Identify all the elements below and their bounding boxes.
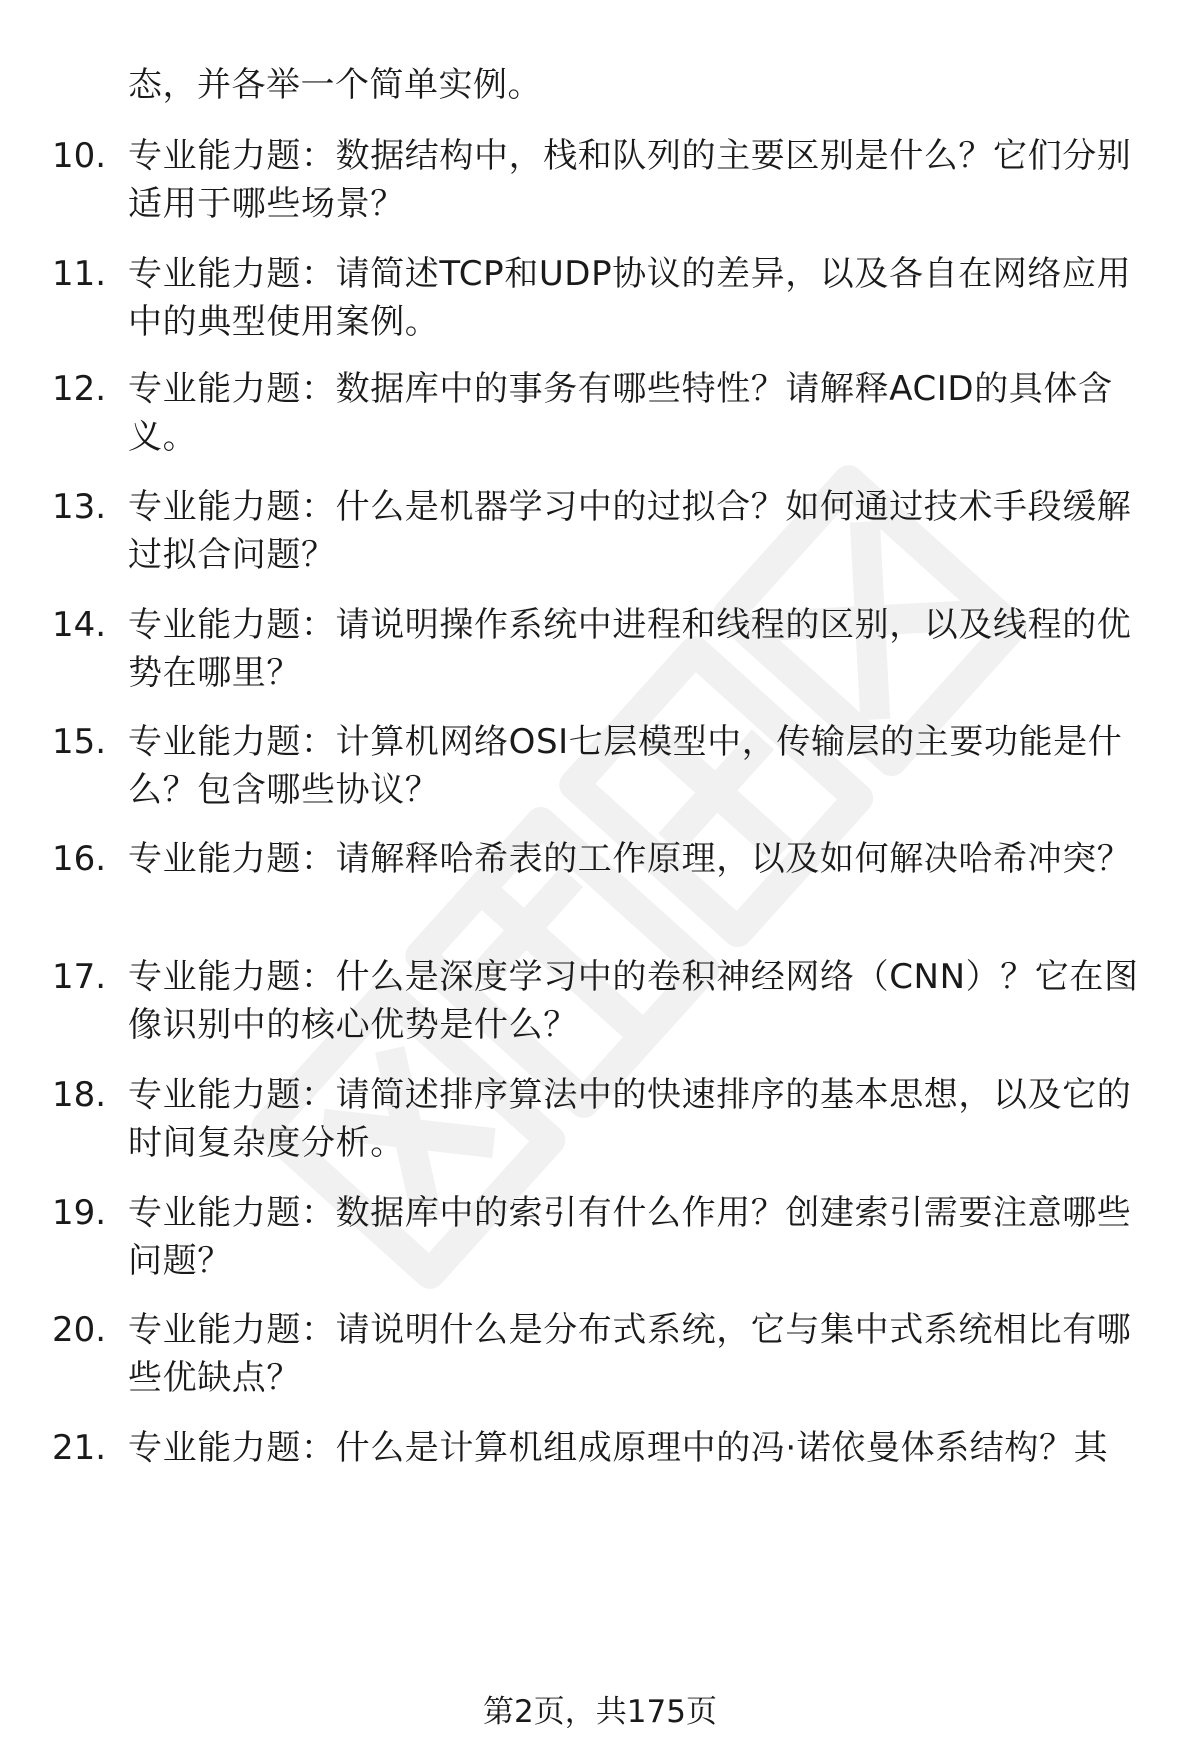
question-item [52, 132, 1162, 228]
question-number: 13. [52, 487, 107, 527]
question-number: 15. [52, 722, 107, 762]
question-item [52, 1424, 1162, 1472]
question-item [52, 365, 1162, 461]
question-number: 18. [52, 1075, 107, 1115]
question-text: 专业能力题：数据库中的事务有哪些特性？请解释ACID的具体含义。 [128, 369, 1113, 457]
question-number: 12. [52, 369, 107, 409]
question-number: 20. [52, 1310, 107, 1350]
question-number: 21. [52, 1428, 107, 1468]
question-item [52, 1071, 1162, 1167]
question-item [52, 718, 1162, 814]
question-item [52, 1306, 1162, 1402]
question-text: 专业能力题：计算机网络OSI七层模型中，传输层的主要功能是什么？包含哪些协议？ [128, 722, 1123, 810]
question-text: 专业能力题：什么是计算机组成原理中的冯·诺依曼体系结构？其 [128, 1428, 1109, 1468]
question-item [52, 483, 1162, 579]
question-number: 11. [52, 254, 107, 294]
question-number: 10. [52, 136, 107, 176]
question-number: 17. [52, 957, 107, 997]
question-text: 专业能力题：数据库中的索引有什么作用？创建索引需要注意哪些问题？ [128, 1193, 1132, 1281]
question-item [52, 953, 1162, 1049]
question-text: 专业能力题：请简述TCP和UDP协议的差异，以及各自在网络应用中的典型使用案例。 [128, 254, 1132, 342]
question-item [52, 1189, 1162, 1285]
question-text: 专业能力题：请简述排序算法中的快速排序的基本思想，以及它的时间复杂度分析。 [128, 1075, 1132, 1163]
question-item [52, 250, 1162, 346]
continued-question-text: 态，并各举一个简单实例。 [128, 65, 542, 105]
question-text: 专业能力题：请说明什么是分布式系统，它与集中式系统相比有哪些优缺点？ [128, 1310, 1132, 1398]
question-number: 16. [52, 839, 107, 879]
question-text: 专业能力题：数据结构中，栈和队列的主要区别是什么？它们分别适用于哪些场景？ [128, 136, 1132, 224]
question-text: 专业能力题：什么是机器学习中的过拟合？如何通过技术手段缓解过拟合问题？ [128, 487, 1132, 575]
question-item [52, 601, 1162, 697]
question-number: 19. [52, 1193, 107, 1233]
question-text: 专业能力题：什么是深度学习中的卷积神经网络（CNN）？它在图像识别中的核心优势是什么？ [128, 957, 1139, 1045]
question-item [52, 835, 1162, 883]
question-text: 专业能力题：请解释哈希表的工作原理，以及如何解决哈希冲突？ [128, 839, 1132, 879]
page-footer: 第2页，共175页 [483, 1694, 717, 1730]
question-text: 专业能力题：请说明操作系统中进程和线程的区别，以及线程的优势在哪里？ [128, 605, 1132, 693]
question-number: 14. [52, 605, 107, 645]
